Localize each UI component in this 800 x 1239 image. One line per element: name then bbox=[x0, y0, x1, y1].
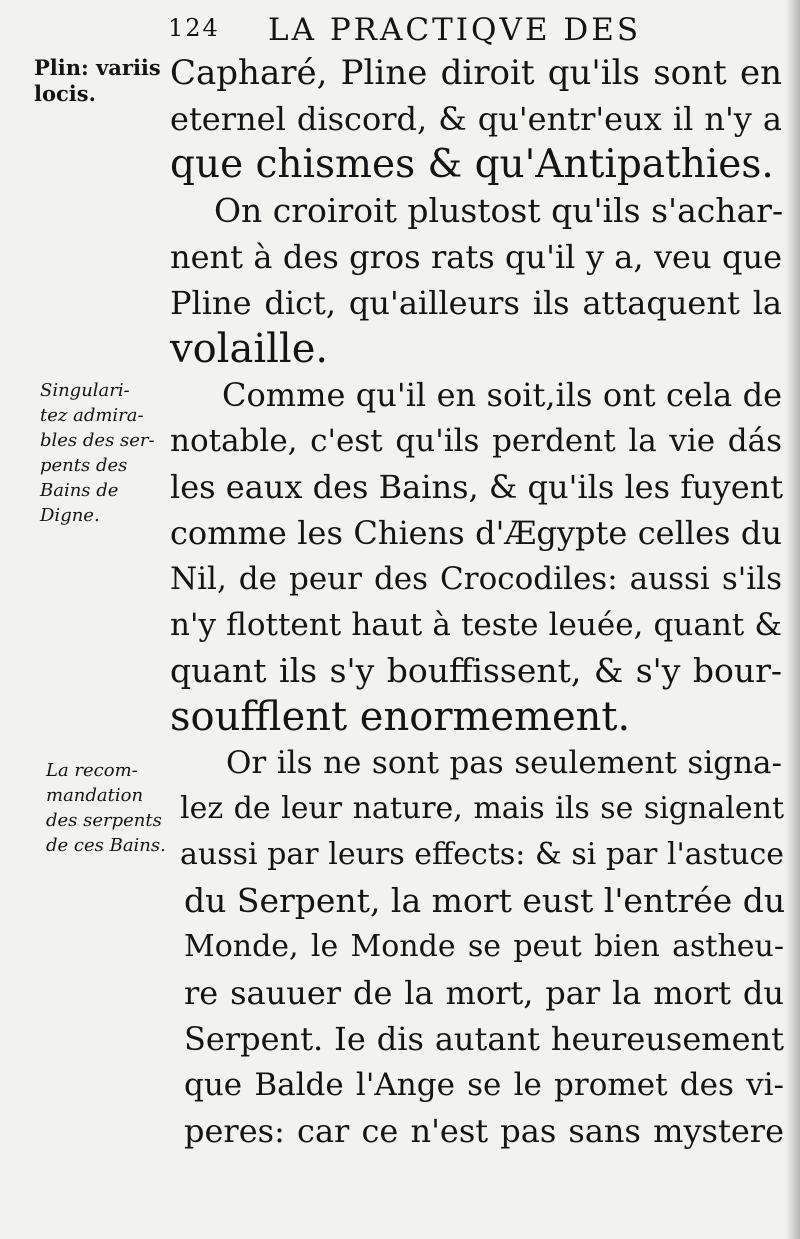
margin-note-pliny bbox=[34, 55, 184, 107]
body-line: Pline dict, qu'ailleurs ils attaquent la bbox=[170, 284, 782, 322]
margin-note-recommandation bbox=[46, 758, 196, 858]
margin-note-line: bles des ser- bbox=[40, 430, 155, 451]
body-line: On croiroit plustost qu'ils s'achar- bbox=[214, 191, 784, 230]
body-line: lez de leur nature, mais ils se signalent bbox=[180, 791, 784, 826]
margin-note-line: pents des bbox=[40, 455, 128, 476]
page-edge-shadow bbox=[786, 0, 800, 1239]
body-line: notable, c'est qu'ils perdent la vie dás bbox=[170, 423, 782, 459]
margin-note-line: Singulari- bbox=[40, 380, 130, 401]
body-line: Or ils ne sont pas seulement signa- bbox=[226, 745, 782, 781]
margin-note-singularitez bbox=[40, 378, 190, 528]
margin-note-line: Plin: variis bbox=[34, 55, 161, 80]
body-line: Capharé, Pline diroit qu'ils sont en bbox=[170, 53, 782, 93]
body-line: Monde, le Monde se peut bien astheu- bbox=[184, 929, 784, 964]
body-line: les eaux des Bains, & qu'ils les fuyent bbox=[170, 468, 784, 506]
margin-note-line: Bains de bbox=[40, 480, 119, 501]
running-title: LA PRACTIQVE DES bbox=[268, 12, 642, 48]
margin-note-line: mandation bbox=[46, 785, 144, 806]
body-line: peres: car ce n'est pas sans mystere bbox=[184, 1112, 784, 1150]
margin-note-line: La recom- bbox=[46, 760, 138, 781]
body-line: du Serpent, la mort eust l'entrée du bbox=[184, 881, 786, 920]
body-line: Comme qu'il en soit,ils ont cela de bbox=[222, 376, 782, 414]
margin-note-line: de ces Bains. bbox=[46, 835, 166, 856]
body-line: re sauuer de la mort, par la mort du bbox=[184, 974, 784, 1012]
margin-note-line: tez admira- bbox=[40, 405, 144, 426]
body-line: comme les Chiens d'Ægypte celles du bbox=[170, 514, 782, 552]
margin-note-line: des serpents bbox=[46, 810, 162, 831]
body-line: volaille. bbox=[170, 326, 329, 372]
body-line: soufflent enormement. bbox=[170, 694, 631, 740]
running-head bbox=[168, 14, 798, 54]
margin-note-line: Digne. bbox=[40, 505, 100, 526]
body-line: que Balde l'Ange se le promet des vi- bbox=[184, 1067, 784, 1103]
body-line: quant ils s'y bouffissent, & s'y bour- bbox=[170, 651, 782, 690]
page-number: 124 bbox=[168, 14, 220, 42]
body-line: eternel discord, & qu'entr'eux il n'y a bbox=[170, 100, 782, 138]
body-line: Serpent. Ie dis autant heureusement bbox=[184, 1020, 784, 1058]
body-line: n'y flottent haut à teste leuée, quant & bbox=[170, 607, 782, 643]
body-line: aussi par leurs effects: & si par l'astuce bbox=[180, 837, 784, 872]
margin-note-line: locis. bbox=[34, 81, 96, 106]
body-line: Nil, de peur des Crocodiles: aussi s'ils bbox=[170, 561, 782, 597]
body-line: que chismes & qu'Antipathies. bbox=[170, 142, 774, 187]
body-line: nent à des gros rats qu'il y a, veu que bbox=[170, 238, 782, 276]
